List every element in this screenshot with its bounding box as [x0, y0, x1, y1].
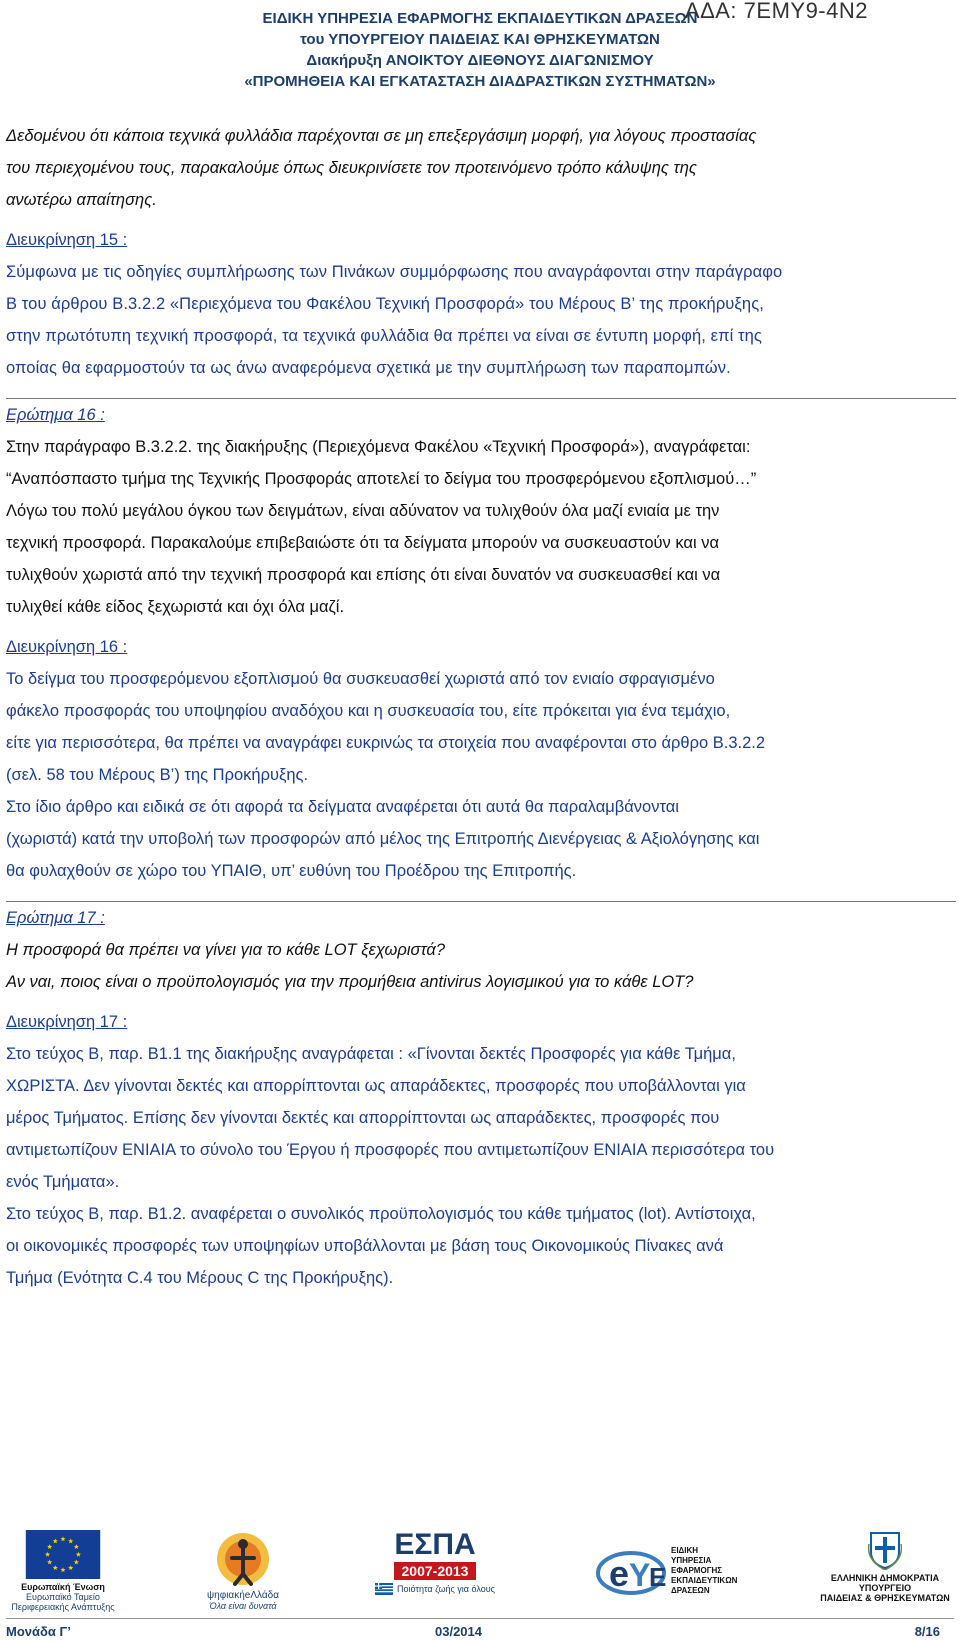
digital-caption-line: ψηφιακήeΛλάδα: [207, 1590, 279, 1601]
clarification-17-line: μέρος Τμήματος. Επίσης δεν γίνονται δεκτές και απορρίπτονται ως απαράδεκτες, προσφορές που: [6, 1109, 720, 1127]
eu-caption-line: Περιφερειακής Ανάπτυξης: [11, 1602, 115, 1612]
eye-caption-line: ΔΡΑΣΕΩΝ: [671, 1586, 710, 1595]
header-line-4: «ΠΡΟΜΗΘΕΙΑ ΚΑΙ ΕΓΚΑΤΑΣΤΑΣΗ ΔΙΑΔΡΑΣΤΙΚΩΝ ΣΥΣΤΗΜΑΤΩΝ»: [244, 73, 716, 90]
eye-caption-line: ΕΦΑΡΜΟΓΗΣ: [671, 1566, 723, 1575]
question-16-line: τυλιχθεί κάθε είδος ξεχωριστά και όχι όλα μαζί.: [6, 598, 345, 616]
digital-caption-line: Όλα είναι δυνατά: [209, 1601, 277, 1611]
eu-caption-line: Ευρωπαϊκό Ταμείο: [26, 1592, 100, 1602]
clarification-17-line: ΧΩΡΙΣΤΑ. Δεν γίνονται δεκτές και απορρίπτονται ως απαράδεκτες, προσφορές που υποβάλλονται για: [6, 1077, 746, 1095]
document-body: [6, 120, 956, 1294]
question-17-heading: Ερώτημα 17 :: [6, 909, 105, 927]
question-17-line: Η προσφορά θα πρέπει να γίνει για το κάθε LOT ξεχωριστά?: [6, 941, 445, 959]
clarification-15-line: στην πρωτότυπη τεχνική προσφορά, τα τεχνικά φυλλάδια θα πρέπει να είναι σε έντυπη μορφή, επί της: [6, 327, 762, 345]
clarification-16-line: Στο ίδιο άρθρο και ειδικά σε ότι αφορά τα δείγματα αναφέρεται ότι αυτά θα παραλαμβάνονται: [6, 798, 679, 816]
clarification-16-heading: Διευκρίνηση 16 :: [6, 638, 128, 656]
svg-text:Y: Y: [629, 1557, 651, 1593]
intro-line: του περιεχομένου τους, παρακαλούμε όπως διευκρινίσετε τον προτεινόμενο τρόπο κάλυψης της: [6, 159, 697, 177]
clarification-17-line: αντιμετωπίζουν ΕΝΙΑΙΑ το σύνολο του Έργου ή προσφορές που αντιμετωπίζουν ΕΝΙΑΙΑ περισσότερα του: [6, 1141, 775, 1159]
figure-swirl-icon: [208, 1530, 278, 1588]
page-number: 8/16: [914, 1624, 940, 1639]
document-footer: [0, 1530, 960, 1642]
clarification-16-line: είτε για περισσότερα, θα πρέπει να αναγράφει ευκρινώς τα στοιχεία που αναφέρονται στο άρθρο Β.3.2.2: [6, 734, 766, 752]
header-line-3: Διακήρυξη ΑΝΟΙΚΤΟΥ ΔΙΕΘΝΟΥΣ ΔΙΑΓΩΝΙΣΜΟΥ: [306, 52, 654, 69]
clarification-16-line: θα φυλαχθούν σε χώρο του ΥΠΑΙΘ, υπ’ ευθύνη του Προέδρου της Επιτροπής.: [6, 862, 577, 880]
clarification-15-heading: Διευκρίνηση 15 :: [6, 231, 128, 249]
hellenic-caption-line: ΠΑΙΔΕΙΑΣ & ΘΡΗΣΚΕΥΜΑΤΩΝ: [820, 1593, 950, 1603]
espa-years: 2007-2013: [394, 1562, 477, 1580]
clarification-17-line: Στο τεύχος Β, παρ. Β1.1 της διακήρυξης αναγράφεται : «Γίνονται δεκτές Προσφορές για κάθε Τμήμα,: [6, 1045, 736, 1063]
eu-caption-line: Ευρωπαϊκή Ένωση: [21, 1582, 105, 1592]
clarification-16-line: (σελ. 58 του Μέρους Β’) της Προκήρυξης.: [6, 766, 309, 784]
eu-logo: [8, 1530, 118, 1612]
header-line-1: ΕΙΔΙΚΗ ΥΠΗΡΕΣΙΑ ΕΦΑΡΜΟΓΗΣ ΕΚΠΑΙΔΕΥΤΙΚΩΝ ΔΡΑΣΕΩΝ: [262, 10, 698, 27]
clarification-16-line: (χωριστά) κατά την υποβολή των προσφορών από μέλος της Επιτροπής Διενέργειας & Αξιολόγησης και: [6, 830, 760, 848]
espa-title: ΕΣΠΑ: [394, 1528, 476, 1561]
footer-unit: Μονάδα Γ’: [6, 1624, 71, 1639]
espa-slogan: Ποιότητα ζωής για όλους: [397, 1584, 495, 1594]
intro-line: Δεδομένου ότι κάποια τεχνικά φυλλάδια παρέχονται σε μη επεξεργάσιμη μορφή, για λόγους προστασίας: [6, 127, 757, 145]
eye-emblem-icon: [595, 1541, 667, 1601]
digital-greece-logo: [178, 1530, 308, 1612]
header-line-2: του ΥΠΟΥΡΓΕΙΟΥ ΠΑΙΔΕΙΑΣ ΚΑΙ ΘΡΗΣΚΕΥΜΑΤΩΝ: [300, 31, 660, 48]
svg-text:e: e: [609, 1553, 630, 1594]
espa-logo: [375, 1530, 495, 1612]
question-16-line: Στην παράγραφο Β.3.2.2. της διακήρυξης (Περιεχόμενα Φακέλου «Τεχνική Προσφορά»), αναγράφεται:: [6, 438, 751, 456]
clarification-15-line: Β του άρθρου Β.3.2.2 «Περιεχόμενα του Φακέλου Τεχνική Προσφορά» του Μέρους Β’ της προκήρυξης,: [6, 295, 764, 313]
question-17-line: Αν ναι, ποιος είναι ο προϋπολογισμός για την προμήθεια antivirus λογισμικού για το κάθε LOT?: [6, 973, 694, 991]
question-16-line: “Αναπόσπαστο τμήμα της Τεχνικής Προσφοράς αποτελεί το δείγμα του προσφερόμενου εξοπλισμού…”: [6, 470, 757, 488]
question-16-line: Λόγω του πολύ μεγάλου όγκου των δειγμάτων, είναι αδύνατον να τυλιχθούν όλα μαζί ενιαία με την: [6, 502, 720, 520]
clarification-17-line: Τμήμα (Ενότητα C.4 του Μέρους C της Προκήρυξης).: [6, 1269, 394, 1287]
greek-crest-icon: [868, 1530, 902, 1570]
eye-logo: [595, 1530, 755, 1612]
clarification-15-line: οποίας θα εφαρμοστούν τα ως άνω αναφερόμενα σχετικά με την συμπλήρωση των παραπομπών.: [6, 359, 731, 377]
eye-caption-line: ΥΠΗΡΕΣΙΑ: [671, 1556, 712, 1565]
clarification-15-line: Σύμφωνα με τις οδηγίες συμπλήρωσης των Πινάκων συμμόρφωσης που αναγράφονται στην παράγραφο: [6, 263, 783, 281]
clarification-16-line: φάκελο προσφοράς του υποψηφίου αναδόχου και η συσκευασία του, είτε πρόκειται για ένα τεμάχιο,: [6, 702, 731, 720]
footer-divider: [6, 1618, 954, 1619]
eye-caption-line: ΕΙΔΙΚΗ: [671, 1546, 699, 1555]
intro-line: ανωτέρω απαίτησης.: [6, 191, 157, 209]
svg-text:E: E: [649, 1562, 667, 1592]
question-16-line: τεχνική προσφορά. Παρακαλούμε επιβεβαιώστε ότι τα δείγματα μπορούν να συσκευαστούν και να: [6, 534, 719, 552]
footer-date: 03/2014: [435, 1624, 482, 1639]
greek-flag-icon: [375, 1583, 393, 1595]
clarification-17-line: ενός Τμήματα».: [6, 1173, 120, 1191]
hellenic-caption-line: ΥΠΟΥΡΓΕΙΟ: [858, 1583, 912, 1593]
hellenic-caption-line: ΕΛΛΗΝΙΚΗ ΔΗΜΟΚΡΑΤΙΑ: [830, 1573, 940, 1583]
hellenic-crest-logo: [815, 1530, 955, 1612]
clarification-17-heading: Διευκρίνηση 17 :: [6, 1013, 128, 1031]
clarification-16-line: Το δείγμα του προσφερόμενου εξοπλισμού θα συσκευασθεί χωριστά από τον ενιαίο σφραγισμένο: [6, 670, 715, 688]
eu-flag-icon: [22, 1530, 104, 1579]
ada-code: ΑΔΑ: 7ΕΜΥ9-4Ν2: [684, 0, 868, 23]
question-16-heading: Ερώτημα 16 :: [6, 406, 105, 424]
clarification-17-line: Στο τεύχος Β, παρ. Β1.2. αναφέρεται ο συνολικός προϋπολογισμός του κάθε τμήματος (lot). Αντίστοιχα,: [6, 1205, 756, 1223]
eye-caption-line: ΕΚΠΑΙΔΕΥΤΙΚΩΝ: [671, 1576, 738, 1585]
question-16-line: τυλιχθούν χωριστά από την τεχνική προσφορά και επίσης ότι είναι δυνατόν να συσκευασθεί και να: [6, 566, 721, 584]
clarification-17-line: οι οικονομικές προσφορές των υποψηφίων υποβάλλονται με βάση τους Οικονομικούς Πίνακες ανά: [6, 1237, 724, 1255]
